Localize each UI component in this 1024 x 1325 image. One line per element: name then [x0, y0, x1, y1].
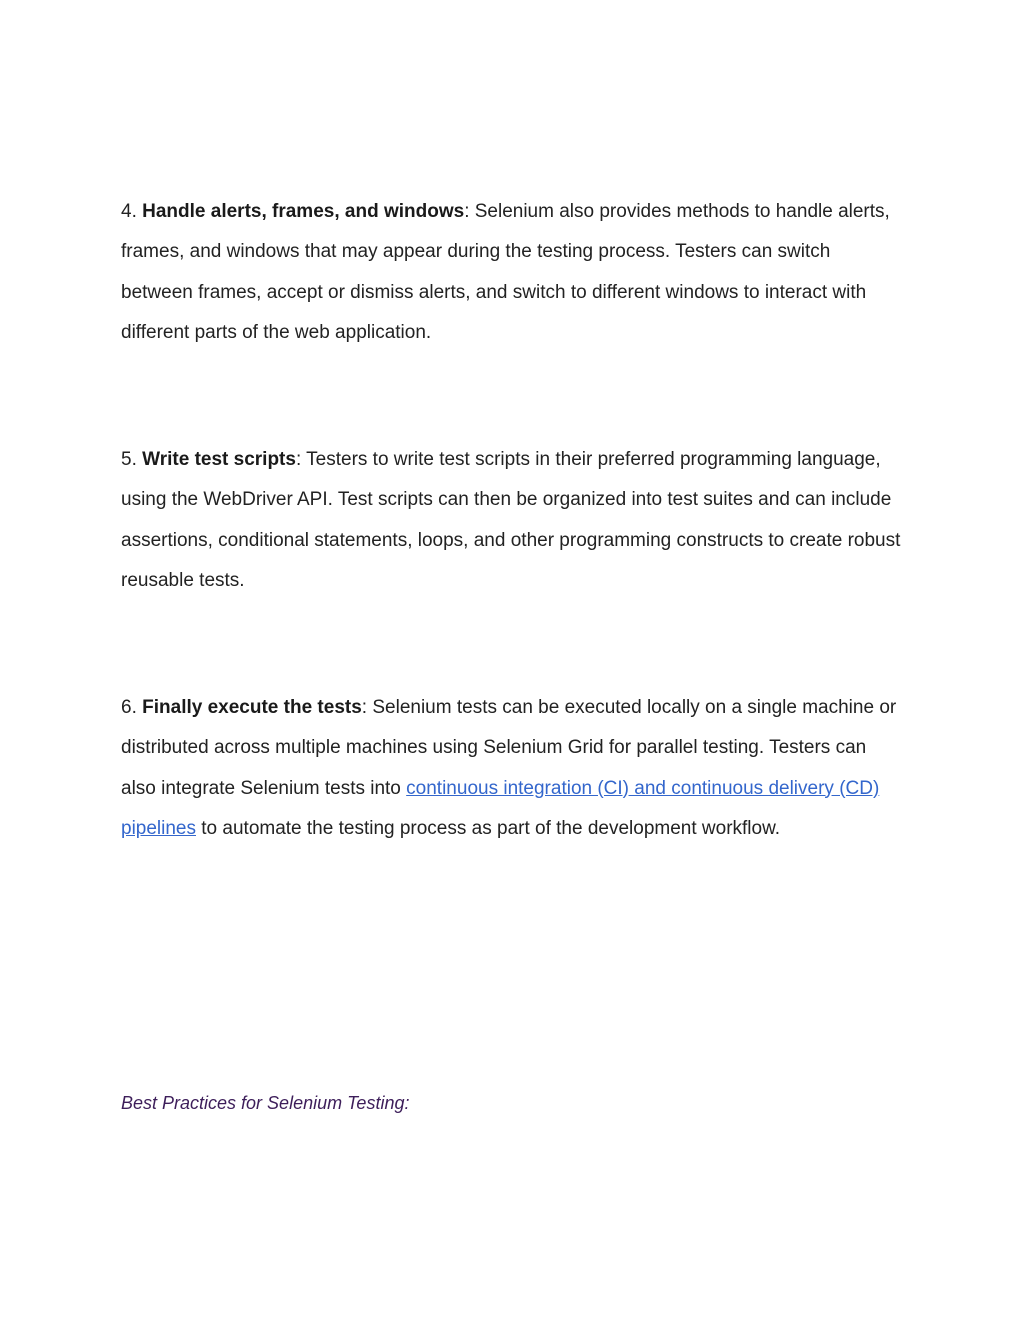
- step-6-text-before-link: : Selenium tests can be executed locally on a single machine or distributed across multiple machines using Selenium Grid for parallel testing. Testers can also integrate Selenium tests into: [121, 697, 897, 799]
- step-6-paragraph: [121, 688, 901, 849]
- ci-cd-pipelines-link[interactable]: continuous integration (CI) and continuous delivery (CD) pipelines: [121, 777, 880, 839]
- step-4-paragraph: [121, 192, 901, 353]
- step-4-number: 4.: [121, 201, 137, 222]
- step-6-text-after-link: to automate the testing process as part of the development workflow.: [196, 817, 781, 839]
- step-5-text: : Testers to write test scripts in their preferred programming language, using the WebDriver API. Test scripts can then be organized into test suites and can include assertions, conditional statements, loops, and other programming constructs to create robust reusable tests.: [121, 449, 901, 591]
- step-5-number: 5.: [121, 449, 137, 470]
- step-4-title: Handle alerts, frames, and windows: [142, 201, 465, 222]
- step-4-text: : Selenium also provides methods to handle alerts, frames, and windows that may appear during the testing process. Testers can switch between frames, accept or dismiss alerts, and switch to different windows to interact with different parts of the web application.: [121, 201, 890, 343]
- step-5-title: Write test scripts: [142, 449, 296, 470]
- best-practices-heading: Best Practices for Selenium Testing:: [121, 1093, 410, 1113]
- step-6-number: 6.: [121, 697, 137, 718]
- step-6-title: Finally execute the tests: [142, 697, 362, 718]
- step-5-paragraph: [121, 440, 901, 601]
